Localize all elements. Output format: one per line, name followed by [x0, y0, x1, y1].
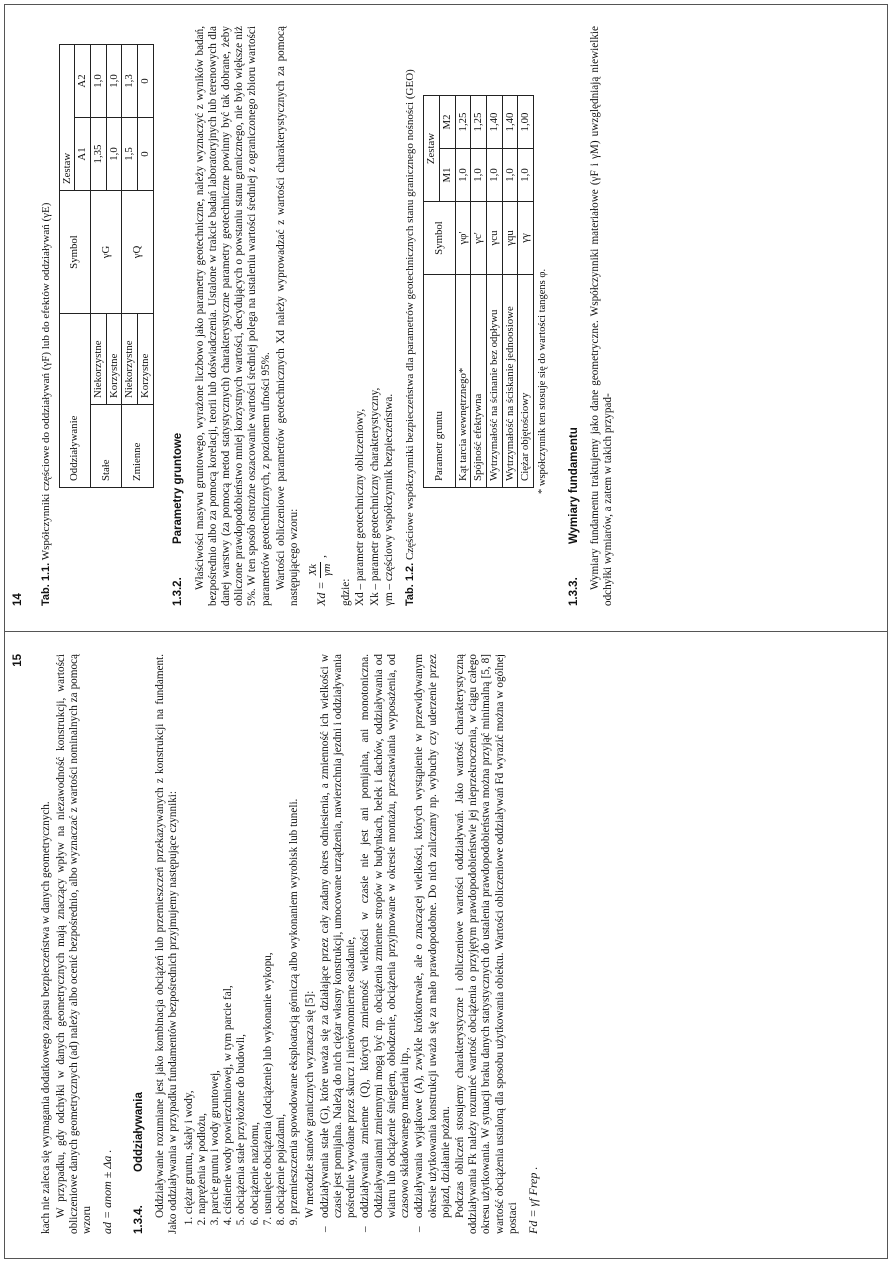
- table-1-group-zmienne: Zmienne: [122, 405, 153, 488]
- paragraph: W metodzie stanów granicznych wyznacza się [5]:: [303, 990, 316, 1218]
- table-1-cell: Niekorzystne: [91, 314, 107, 405]
- paragraph: Oddziaływanie rozumiane jest jako kombinacja obciążeń lub przemieszczeń przekazywanych z konstrukcji na fundament. Jako oddziaływania w przypadku fundamentów bezpośrednich przyjmujemy następujące czynniki:: [154, 654, 180, 1234]
- table-1-header-oddzialywanie: Oddziaływanie: [59, 314, 90, 488]
- list-item: 8. obciążenie pojazdami,: [275, 654, 288, 1214]
- table-1-caption-label: Tab. 1.1.: [39, 562, 52, 606]
- table-1: [59, 44, 154, 488]
- list-item: 7. usunięcie obciążenia (odciążenie) lub wykonanie wykopu,: [262, 654, 275, 1214]
- table-2-cell: 1,25: [455, 96, 471, 149]
- table-1-cell: 1,0: [106, 118, 122, 191]
- table-2-cell: Kąt tarcia wewnętrznego*: [455, 275, 471, 488]
- action-types-list: [319, 654, 453, 1234]
- formula-lhs: Xd =: [313, 581, 328, 606]
- factors-list: [183, 654, 302, 1234]
- formula-fd: Fd = γf Frep .: [526, 1166, 541, 1234]
- section-number: 1.3.3.: [567, 577, 580, 606]
- table-1-caption: [40, 26, 53, 606]
- definitions-label: gdzie:: [340, 578, 353, 606]
- table-2-cell: γcu: [486, 202, 502, 275]
- section-number: 1.3.4.: [132, 1205, 145, 1234]
- table-1-cell: Korzystne: [106, 314, 122, 405]
- table-1-header-zestaw: Zestaw: [59, 45, 75, 191]
- table-2-caption-label: Tab. 1.2.: [404, 562, 417, 606]
- formula-ad: ad = anom ± Δa .: [100, 1149, 115, 1234]
- page-number: 14: [12, 593, 24, 606]
- section-heading-1-3-2: [172, 26, 186, 606]
- table-2-header-symbol: Symbol: [424, 202, 455, 275]
- section-title: Oddziaływania: [132, 1092, 145, 1172]
- list-item: 1. ciężar gruntu, skały i wody,: [183, 654, 196, 1214]
- table-2-cell: Spójność efektywna: [471, 275, 487, 488]
- table-1-cell: Korzystne: [138, 314, 154, 405]
- list-item: 5. obciążenia stałe przyłożone do budowli,: [235, 654, 248, 1214]
- table-2-cell: γqu: [502, 202, 518, 275]
- table-1-header-symbol: Symbol: [59, 191, 90, 314]
- table-1-symbol-q: γQ: [122, 191, 153, 314]
- formula-fraction: [307, 562, 334, 578]
- table-1-cell: 0: [138, 118, 154, 191]
- definition-gm: γm – częściowy współczynnik bezpieczeństwa.: [382, 393, 395, 606]
- table-2-cell: γc': [471, 202, 487, 275]
- list-item: 6. obciążenie naziomu,: [249, 654, 262, 1214]
- formula-denominator: γm: [321, 563, 334, 576]
- table-2-cell: 1,0: [486, 149, 502, 202]
- table-1-header-a2: A2: [75, 45, 91, 118]
- table-2-header-m1: M1: [439, 149, 455, 202]
- table-2-cell: γγ: [518, 202, 534, 275]
- table-1-cell: Niekorzystne: [122, 314, 138, 405]
- table-2-cell: 1,0: [518, 149, 534, 202]
- table-2-cell: 1,40: [502, 96, 518, 149]
- page-15: [4, 634, 884, 1254]
- table-2-cell: Wytrzymałość na ściskanie jednoosiowe: [502, 275, 518, 488]
- table-1-caption-text: Współczynniki częściowe do oddziaływań (γF) lub do efektów oddziaływań (γE): [39, 202, 52, 561]
- definition-xd: Xd – parametr geotechniczny obliczeniowy,: [354, 408, 367, 606]
- table-2-cell: γφ': [455, 202, 471, 275]
- list-item: – oddziaływania zmienne (Q), których zmienność wielkości w czasie nie jest ani pomijalna, ani monotoniczna. Oddziaływaniami zmiennymi mogą być np. obciążenia zmienne stropów w budynkach, belek i dachów, oddziaływania od wiatru lub obciążenie śniegiem, obłodzenie, obciążenia przyjmowane w okresie montażu, przestawiania wyposażenia, od czasowo składowanego materiału itp.,: [359, 654, 412, 1234]
- table-2-cell: 1,0: [471, 149, 487, 202]
- paragraph: Wartości obliczeniowe parametrów geotechnicznych Xd należy wyprowadzać z wartości charakterystycznych za pomocą następującego wzoru:: [274, 26, 301, 606]
- paragraph: kach nie zaleca się wymagania dodatkowego zapasu bezpieczeństwa w danych geometrycznych.: [39, 801, 52, 1234]
- table-2-header-zestaw: Zestaw: [424, 96, 440, 202]
- list-item: – oddziaływania wyjątkowe (A), zwykle krótkotrwałe, ale o znaczącej wielkości, których wystąpienie w przewidywanym okresie użytkowania konstrukcji uważa się za mało prawdopodobne. Do nich zaliczamy np. wybuchy czy uderzenie przez pojazd, działanie pożaru.: [413, 654, 453, 1234]
- section-number: 1.3.2.: [171, 577, 184, 606]
- paragraph: Wymiary fundamentu traktujemy jako dane geometryczne. Współczynniki materiałowe (γF i γM) uwzględniają niewielkie odchyłki wymiarów, a zatem w takich przypad-: [589, 26, 615, 606]
- table-2-cell: 1,40: [486, 96, 502, 149]
- table-2-caption-text: Częściowe współczynniki bezpieczeństwa dla parametrów geotechnicznych stanu granicznego nośności (GEO): [404, 69, 417, 561]
- table-1-cell: 1,35: [91, 118, 107, 191]
- paragraph: Właściwości masywu gruntowego, wyrażone liczbowo jako parametry geotechniczne, należy wyznaczyć z wyników badań, bezpośrednio albo za pomocą korelacji, teorii lub doświadczenia. Ustalone w trakcie badań laboratoryjnych lub terenowych dla danej warstwy (za pomocą metod statystycznych) charakterystyczne parametry geotechniczne powinny być tak dobrane, żeby obliczone prawdopodobieństwo mniej korzystnych wartości, decydujących o powstaniu stanu granicznego, nie było większe niż 5%. W ten sposób ostrożne oszacowanie wartości średniej polega na ustaleniu wartości średniej z ograniczonego zbioru wartości parametrów geotechnicznych, z poziomem ufności 95%.: [193, 26, 272, 606]
- definitions: [340, 26, 396, 606]
- table-2-cell: Ciężar objętościowy: [518, 275, 534, 488]
- table-1-cell: 1,0: [91, 45, 107, 118]
- table-1-cell: 1,5: [122, 118, 138, 191]
- section-title: Parametry gruntowe: [171, 432, 184, 544]
- formula-tail: ,: [313, 554, 328, 558]
- table-1-cell: 1,0: [106, 45, 122, 118]
- table-2: [423, 95, 534, 488]
- table-2-header-m2: M2: [439, 96, 455, 149]
- paragraph: W przypadku, gdy odchyłki w danych geometrycznych mają znaczący wpływ na niezawodność konstrukcji, wartości obliczeniowe danych geometrycznych (ad) należy albo ocenić bezpośrednio, albo wyznaczać z wartości nominalnych za pomocą wzoru: [54, 654, 94, 1234]
- table-1-cell: 0: [138, 45, 154, 118]
- section-heading-1-3-4: [133, 654, 147, 1234]
- table-1-header-a1: A1: [75, 118, 91, 191]
- page-divider: [4, 631, 888, 632]
- table-2-cell: 1,0: [502, 149, 518, 202]
- page-number: 15: [12, 654, 24, 667]
- table-1-group-stale: Stałe: [91, 405, 122, 488]
- paragraph: Podczas obliczeń stosujemy charakterystyczne i obliczeniowe wartości oddziaływań. Jako wartość charakterystyczną oddziaływania Fk należy rozumieć wartość obciążenia o przyjętym prawdopodobieństwie jej nieprzekroczenia, w ciągu całego okresu użytkowania. W sytuacji braku danych statystycznych do ustalenia prawdopodobieństwa można przyjąć minimalną [5, 8] wartość obciążenia ustaloną dla sposobu użytkowania obiektu. Wartości obliczeniowe oddziaływań Fd wyrazić można w ogólnej postaci: [453, 654, 519, 1234]
- page-14: [4, 6, 884, 626]
- list-item: 9. przemieszczenia spowodowane eksploatacją górniczą albo wykonaniem wyrobisk lub tuneli.: [288, 654, 301, 1214]
- table-1-symbol-g: γG: [91, 191, 122, 314]
- table-2-cell: 1,0: [455, 149, 471, 202]
- table-2-footnote: * współczynnik ten stosuje się do wartości tangens φ.: [537, 268, 549, 494]
- section-title: Wymiary fundamentu: [567, 427, 580, 544]
- table-2-header-param: Parametr gruntu: [424, 275, 455, 488]
- list-item: – oddziaływania stałe (G), które uważa się za działające przez cały zadany okres odniesienia, a zmienność ich wielkości w czasie jest pomijalna. Należą do nich ciężar własny konstrukcji, umocowane urządzenia, nawierzchnia jezdni i oddziaływania pośrednie wywołane przez skurcz i nierównomierne osiadanie,: [319, 654, 359, 1234]
- list-item: 4. ciśnienie wody powierzchniowej, w tym parcie fal,: [222, 654, 235, 1214]
- table-2-cell: 1,25: [471, 96, 487, 149]
- table-1-cell: 1,3: [122, 45, 138, 118]
- list-item: 3. parcie gruntu i wody gruntowej,: [209, 654, 222, 1214]
- table-2-cell: 1,00: [518, 96, 534, 149]
- formula-numerator: Xk: [307, 563, 320, 576]
- definition-xk: Xk – parametr geotechniczny charakterystyczny,: [368, 387, 381, 606]
- table-2-caption: [404, 26, 417, 606]
- section-heading-1-3-3: [568, 26, 582, 606]
- list-item: 2. naprężenia w podłożu,: [196, 654, 209, 1214]
- formula-xd: [307, 26, 334, 606]
- table-2-cell: Wytrzymałość na ścinanie bez odpływu: [486, 275, 502, 488]
